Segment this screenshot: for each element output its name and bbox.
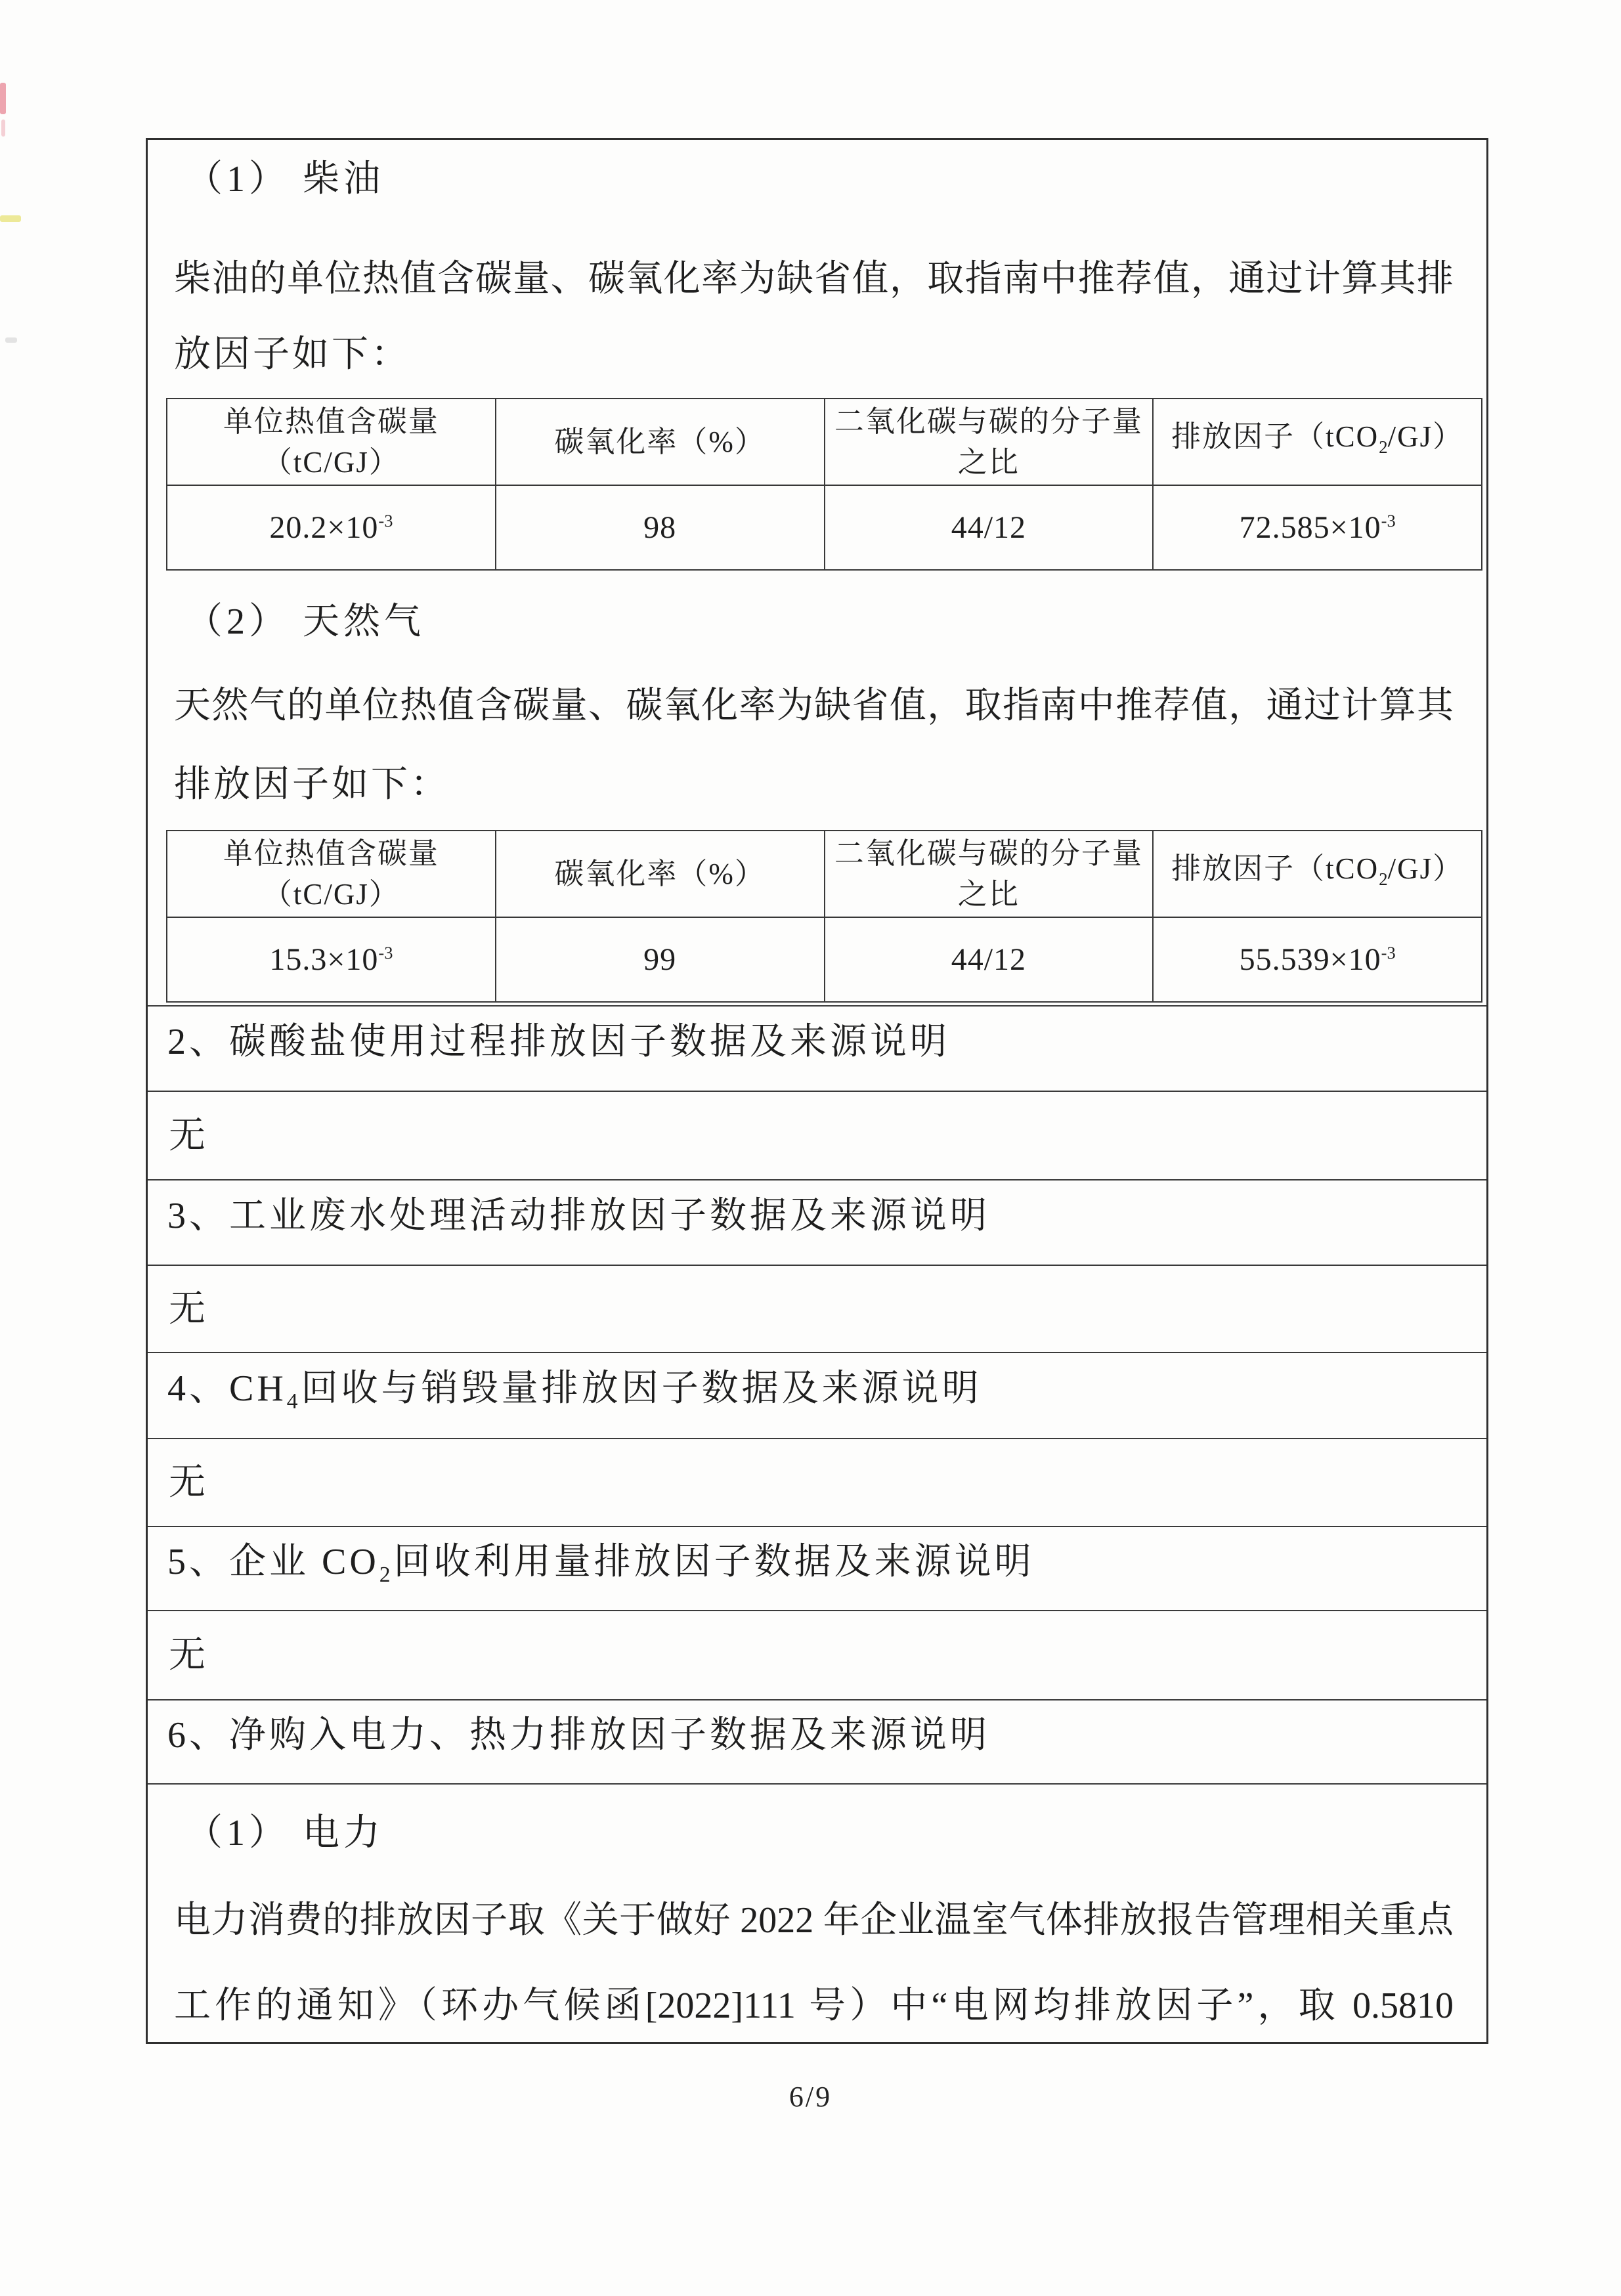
header-molecular-ratio-line2: 之比 [957,878,1020,911]
table-row [167,485,1482,570]
header-carbon-content-line1: 单位热值含碳量 [223,837,439,870]
page-number: 6/9 [789,2081,832,2113]
section-6-title-row [148,1699,1486,1783]
section-2-answer-row [148,1091,1486,1179]
natural-gas-paragraph-line1: 天然气的单位热值含碳量、碳氧化率为缺省值，取指南中推荐值，通过计算其 [174,685,1454,726]
section-5-answer: 无 [169,1635,209,1676]
natural-gas-factor-table [166,830,1482,1003]
gas-oxidation-rate-value: 99 [496,917,825,1002]
section-3-title-row [148,1179,1486,1265]
diesel-emission-factor-value: $72.585\times 10^{-3}$ [1153,485,1482,570]
section-4-title-row [148,1352,1486,1438]
section-3-answer-row [148,1265,1486,1352]
section-5-title: 5、企业 $CO_2$回收利用量排放因子数据及来源说明 [167,1541,1035,1588]
header-emission-factor-text: 排放因子（tCO$_2$/GJ） [1171,420,1464,457]
section-4-answer: 无 [169,1462,209,1503]
electricity-paragraph-line1: 电力消费的排放因子取《关于做好 2022 年企业温室气体排放报告管理相关重点 [174,1900,1454,1941]
header-carbon-content-line1: 单位热值含碳量 [223,405,439,438]
header-molecular-ratio-line1: 二氧化碳与碳的分子量 [834,837,1143,870]
diesel-paragraph-line1: 柴油的单位热值含碳量、碳氧化率为缺省值，取指南中推荐值，通过计算其排 [174,259,1454,299]
section-4-title: 4、$CH_4$回收与销毁量排放因子数据及来源说明 [167,1368,982,1414]
header-emission-factor [1153,399,1482,485]
report-form-frame [146,138,1488,2044]
section-4-answer-row [148,1438,1486,1526]
gas-molecular-ratio-value: 44/12 [825,917,1154,1002]
section-2-title-row [148,1005,1486,1091]
diesel-oxidation-rate-value: 98 [496,485,825,570]
section-6-title: 6、净购入电力、热力排放因子数据及来源说明 [167,1714,990,1756]
header-oxidation-rate [496,831,825,917]
section-5-title-row [148,1526,1486,1610]
header-molecular-ratio-line2: 之比 [957,446,1020,479]
electricity-paragraph-line2: 工作的通知》（环办气候函[2022]111 号）中“电网均排放因子”，取 0.5810 [174,1985,1454,2026]
header-carbon-content [167,399,496,485]
header-emission-factor-text: 排放因子（tCO$_2$/GJ） [1171,852,1464,889]
section-5-answer-row [148,1610,1486,1699]
header-emission-factor [1153,831,1482,917]
electricity-heading: （1） 电力 [186,1813,384,1853]
section-2-answer: 无 [169,1115,209,1156]
diesel-factor-table [166,398,1482,571]
header-oxidation-rate [496,399,825,485]
diesel-paragraph-line2: 放因子如下： [174,334,410,375]
table-header-row [167,831,1482,917]
scan-artifact-pink-mark [1,119,5,137]
electricity-section [148,1783,1486,2042]
gas-emission-factor-value: $55.539\times 10^{-3}$ [1153,917,1482,1002]
section-3-answer: 无 [169,1288,209,1330]
header-carbon-content [167,831,496,917]
scan-artifact-smudge [5,337,17,343]
header-molecular-ratio-line1: 二氧化碳与碳的分子量 [834,405,1143,438]
header-carbon-content-unit: （tC/GJ） [262,446,400,479]
scan-artifact-pink-mark [0,83,6,114]
diesel-molecular-ratio-value: 44/12 [825,485,1154,570]
fuel-factor-section [148,140,1486,1005]
diesel-carbon-content-value: $20.2\times 10^{-3}$ [167,485,496,570]
natural-gas-heading: （2） 天然气 [186,601,425,642]
gas-carbon-content-value: $15.3\times 10^{-3}$ [167,917,496,1002]
section-2-title: 2、碳酸盐使用过程排放因子数据及来源说明 [167,1021,950,1062]
table-row [167,917,1482,1002]
scan-artifact-yellow-mark [0,215,21,222]
section-3-title: 3、工业废水处理活动排放因子数据及来源说明 [167,1195,990,1236]
header-molecular-ratio [825,831,1154,917]
natural-gas-paragraph-line2: 排放因子如下： [174,764,450,805]
header-molecular-ratio [825,399,1154,485]
header-carbon-content-unit: （tC/GJ） [262,878,400,911]
table-header-row [167,399,1482,485]
header-oxidation-rate-text: 碳氧化率（%） [554,857,766,890]
diesel-heading: （1） 柴油 [186,159,384,200]
header-oxidation-rate-text: 碳氧化率（%） [554,425,766,458]
